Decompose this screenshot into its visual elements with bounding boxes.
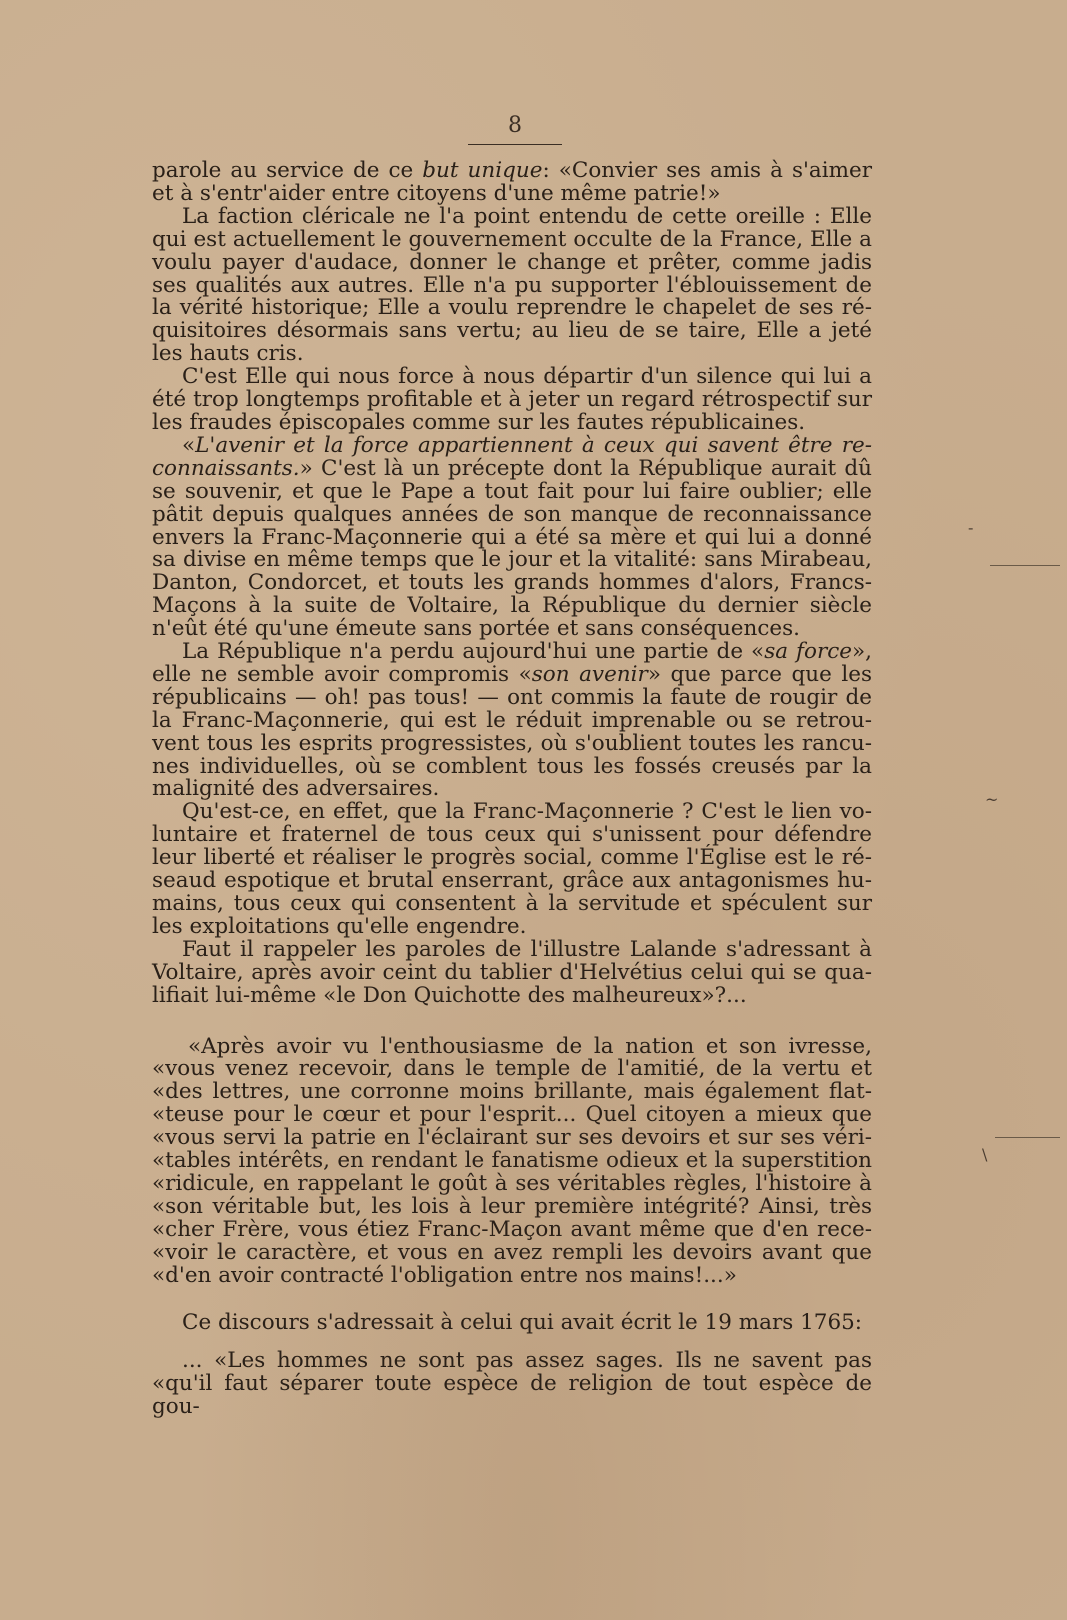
text-run: » C'est là un précepte dont la République aurait dû se souvenir, et que le Pape a tout fait pour lui faire oublier; elle pâtit depuis qualques années de son manque de reconnaissance envers la Franc-Maçonnerie qui a été sa mère et qui lui a donné sa divise en même temps que le jour et la vitalité: sans Mirabeau, Danton, Condorcet, et touts les grands hommes d'alors, Francs- Maçons à la suite de Voltaire, la République du dernier siècle n'eût été qu'une émeute sans portée et sans conséquences. [152,455,872,642]
text-run: Qu'est-ce, en effet, que la Franc-Maçonnerie ? C'est le lien vo- luntaire et fraternel de tous ceux qui s'unissent pour défendre leur liberté et réaliser le progrès social, comme l'Église est le ré- seaud espotique et brutal enserrant, grâce aux antagonismes hu- mains, tous ceux qui consentent à la servitude et spéculent sur les exploitations qu'elle engendre. [152,799,872,939]
edge-mark [995,1137,1060,1138]
voltaire-letter-excerpt: ... «Les hommes ne sont pas assez sages. Ils ne savent pas «qu'il faut séparer toute espèce de religion de tout espèce de gou- [152,1348,872,1420]
lalande-quote [152,1033,872,1288]
text-run: parole au service de ce [152,158,423,183]
text-run: » que parce que les républicains — oh! pas tous! — ont commis la faute de rougir de la Franc-Maçonnerie, qui est le réduit imprenable ou se retrou- vent tous les esprits progressistes, où s'oublient toutes les rancu- nes individuelles, où se comblent tous les fossés creusés par la malignité des adversaires. [152,661,872,802]
italic-phrase: L'avenir et la force appartiennent à ceux qui savent être re- connaissants. [152,432,872,481]
edge-tick: \ [982,1145,988,1164]
paragraph-list [152,160,872,1008]
paragraph [152,160,872,206]
text-run: « [182,432,196,458]
text-run: : «Convier ses amis à s'aimer et à s'entr'aider entre citoyens d'une même patrie!» [152,158,872,206]
paragraph [152,203,872,367]
quote-paragraph [152,1033,872,1288]
page-number-rule [468,144,562,145]
text-run: «Après avoir vu l'enthousiasme de la nation et son ivresse, «vous venez recevoir, dans le temple de l'amitié, de la vertu et «des lettres, une corronne moins brillante, mais également flat- «teuse pour le cœur et pour l'esprit... Quel citoyen a mieux que «vous servi la patrie en l'éclairant sur ses devoirs et sur ses véri- «tables intérêts, en rendant le fanatisme odieux et la superstition «ridicule, en rappelant le goût à ses véritables règles, l'histoire à «son véritable but, les lois à leur première intégrité? Ainsi, très «cher Frère, vous étiez Franc-Maçon avant même que d'en rece- «voir le caractère, et vous en avez rempli les devoirs avant que «d'en avoir contracté l'obligation entre nos mains!...» [152,1033,872,1288]
italic-phrase: sa force [764,639,852,665]
text-run: Faut il rappeler les paroles de l'illustre Lalande s'adressant à Voltaire, après avoir ceint du tablier d'Helvétius celui qui se qua- lifiait lui-même «le Don Quichotte des malheureux»?... [152,936,872,1008]
italic-phrase: but unique [422,158,543,183]
paragraph [152,936,872,1008]
paragraph [152,366,872,435]
text-run: La faction cléricale ne l'a point entendu de cette oreille : Elle qui est actuellement le gouvernement occulte de la France, Elle a voulu payer d'audace, donner le change et prêter, comme jadis ses qualités aux autres. Elle n'a pu supporter l'éblouissement de la vérité historique; Elle a voulu reprendre le chapelet de ses ré- quisitoires désormais sans vertu; au lieu de se taire, Elle a jeté les hauts cris. [152,203,872,367]
italic-phrase: son avenir [531,661,648,687]
paragraph [152,432,872,642]
text-run: La République n'a perdu aujourd'hui une partie de « [182,639,765,665]
text-run: C'est Elle qui nous force à nous départir d'un silence qui lui a été trop longtemps profitable et à jeter un regard rétrospectif sur les fraudes épiscopales comme sur les fautes républicaines. [152,364,872,435]
page-number: 8 [508,113,522,138]
text-run: », elle ne semble avoir compromis « [152,639,872,687]
edge-tick: ~ [985,790,999,809]
closing-intro: Ce discours s'adressait à celui qui avait écrit le 19 mars 1765: [182,1309,863,1335]
body-text [152,160,872,1419]
edge-mark [990,565,1060,566]
paragraph [152,801,872,938]
paragraph [152,641,872,801]
edge-tick: - [968,518,974,537]
